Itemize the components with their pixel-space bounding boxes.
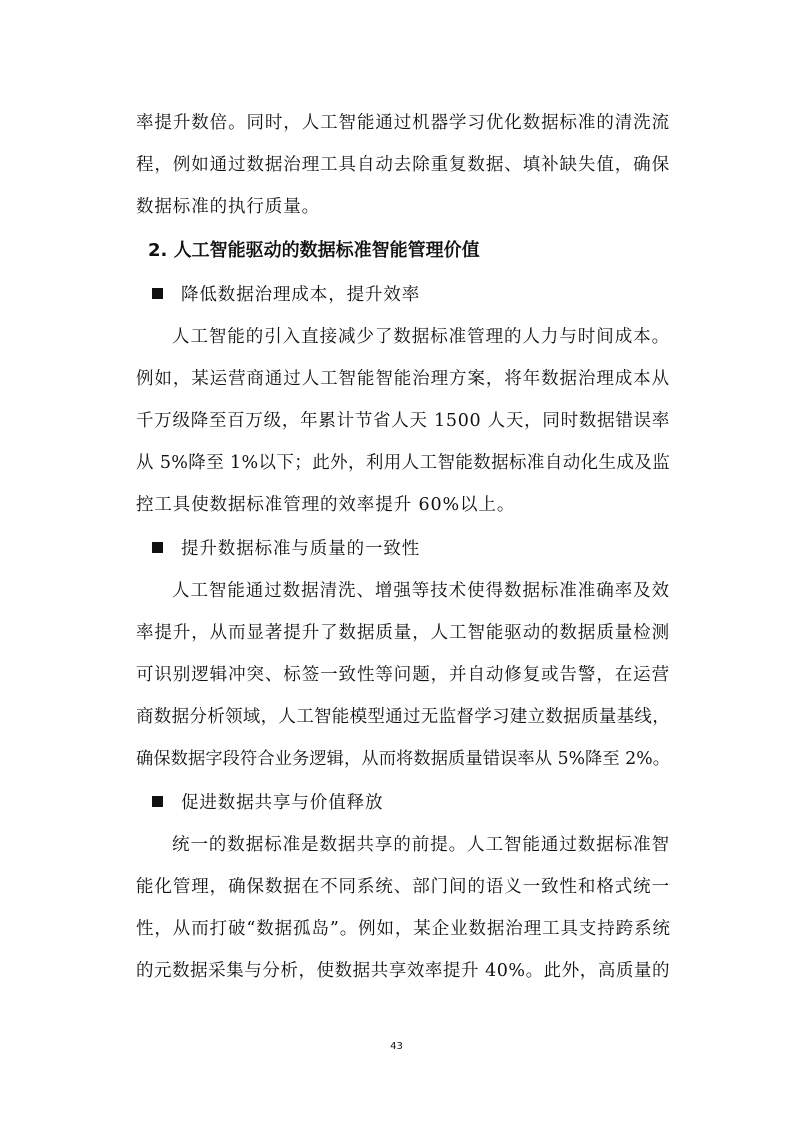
paragraph-line: 能化管理，确保数据在不同系统、部门间的语义一致性和格式统一 bbox=[136, 877, 670, 897]
bullet-title: 提升数据标准与质量的一致性 bbox=[181, 539, 421, 559]
paragraph-line: 千万级降至百万级，年累计节省人天 1500 人天，同时数据错误率 bbox=[136, 411, 670, 431]
bullet-heading bbox=[152, 532, 420, 566]
bullet-title: 促进数据共享与价值释放 bbox=[181, 793, 384, 813]
paragraph-line: 例如，某运营商通过人工智能智能治理方案，将年数据治理成本从 bbox=[136, 369, 670, 389]
paragraph-line: 从 5%降至 1%以下；此外，利用人工智能数据标准自动化生成及监 bbox=[136, 453, 670, 473]
paragraph-line: 率提升，从而显著提升了数据质量，人工智能驱动的数据质量检测 bbox=[136, 623, 670, 643]
paragraph-line: 统一的数据标准是数据共享的前提。人工智能通过数据标准智 bbox=[172, 835, 670, 855]
paragraph-line: 数据标准的执行质量。 bbox=[136, 197, 320, 217]
square-bullet-icon bbox=[152, 288, 163, 299]
square-bullet-icon bbox=[152, 542, 163, 553]
paragraph-line: 程，例如通过数据治理工具自动去除重复数据、填补缺失值，确保 bbox=[136, 155, 670, 175]
square-bullet-icon bbox=[152, 796, 163, 807]
bullet-heading bbox=[152, 786, 383, 820]
paragraph-line: 人工智能的引入直接减少了数据标准管理的人力与时间成本。 bbox=[172, 327, 670, 347]
paragraph-line: 确保数据字段符合业务逻辑，从而将数据质量错误率从 5%降至 2%。 bbox=[136, 749, 670, 769]
section-heading: 2. 人工智能驱动的数据标准智能管理价值 bbox=[148, 240, 480, 261]
bullet-title: 降低数据治理成本，提升效率 bbox=[181, 285, 421, 305]
paragraph-line: 的元数据采集与分析，使数据共享效率提升 40%。此外，高质量的 bbox=[136, 961, 670, 981]
paragraph-line: 人工智能通过数据清洗、增强等技术使得数据标准准确率及效 bbox=[172, 581, 670, 601]
paragraph-line: 可识别逻辑冲突、标签一致性等问题，并自动修复或告警，在运营 bbox=[136, 665, 670, 685]
bullet-heading bbox=[152, 278, 420, 312]
paragraph-line: 商数据分析领域，人工智能模型通过无监督学习建立数据质量基线， bbox=[136, 707, 670, 727]
paragraph-line: 性，从而打破“数据孤岛”。例如，某企业数据治理工具支持跨系统 bbox=[136, 919, 671, 939]
paragraph-line: 控工具使数据标准管理的效率提升 60%以上。 bbox=[136, 495, 516, 515]
paragraph-line: 率提升数倍。同时，人工智能通过机器学习优化数据标准的清洗流 bbox=[136, 113, 670, 133]
page-number: 43 bbox=[390, 1041, 403, 1052]
